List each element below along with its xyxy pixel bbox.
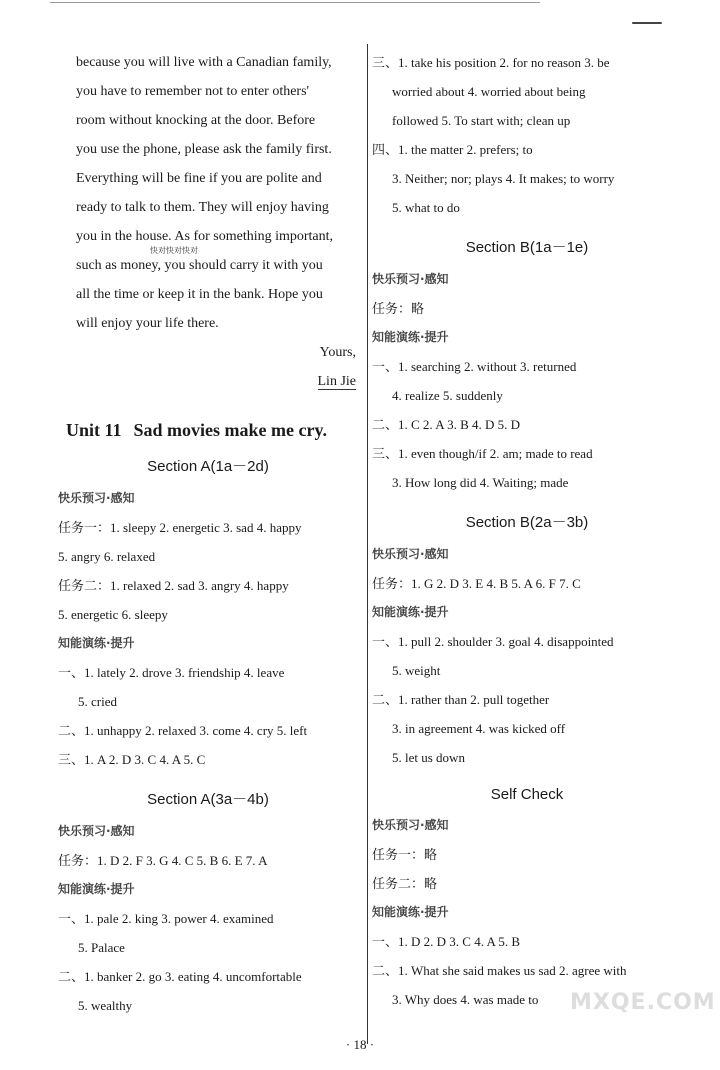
answer-line: 4. realize 5. suddenly: [392, 388, 503, 403]
subheading: 知能演练·提升: [58, 882, 135, 896]
subheading: 知能演练·提升: [372, 330, 449, 344]
answer-line: 5. cried: [78, 694, 117, 709]
subheading: 快乐预习·感知: [372, 272, 449, 286]
answer-line: 3. in agreement 4. was kicked off: [392, 721, 566, 736]
subheading: 知能演练·提升: [372, 605, 449, 619]
right-sections: [372, 236, 682, 1014]
answer-line: 5. let us down: [392, 750, 465, 765]
answer-line: 任务：1. D 2. F 3. G 4. C 5. B 6. E 7. A: [58, 853, 268, 868]
right-top-answers: [372, 48, 682, 222]
section: [58, 455, 358, 774]
answer-line: 5. energetic 6. sleepy: [58, 607, 168, 622]
unit-name: Sad movies make me cry.: [133, 420, 327, 440]
left-column: [58, 48, 358, 1020]
answer-line: followed 5. To start with; clean up: [392, 113, 571, 128]
unit-title: [66, 420, 358, 441]
subheading: 知能演练·提升: [372, 905, 449, 919]
subheading: 知能演练·提升: [58, 636, 135, 650]
answer-line: 一、1. pale 2. king 3. power 4. examined: [58, 911, 274, 926]
top-dash: [632, 22, 662, 24]
answer-line: 一、1. searching 2. without 3. returned: [372, 359, 577, 374]
unit-number: Unit 11: [66, 420, 122, 440]
section: [58, 788, 358, 1020]
letter-line: all the time or keep it in the bank. Hope you: [76, 287, 323, 302]
answer-line: 一、1. D 2. D 3. C 4. A 5. B: [372, 934, 521, 949]
answer-line: 一、1. pull 2. shoulder 3. goal 4. disappointed: [372, 634, 614, 649]
section-heading: Section B(1a－1e): [465, 239, 589, 256]
answer-line: 5. angry 6. relaxed: [58, 549, 156, 564]
left-sections: [58, 455, 358, 1020]
answer-line: 5. weight: [392, 663, 441, 678]
answer-line: 三、1. A 2. D 3. C 4. A 5. C: [58, 752, 206, 767]
letter-line: you have to remember not to enter others': [76, 84, 310, 99]
answer-line: 任务二：略: [372, 876, 438, 891]
letter-line: you in the house. As for something important,: [76, 229, 334, 244]
answer-line: 任务二：1. relaxed 2. sad 3. angry 4. happy: [58, 578, 289, 593]
section-heading: Section A(1a－2d): [147, 458, 269, 475]
answer-line: 二、1. banker 2. go 3. eating 4. uncomfortable: [58, 969, 302, 984]
answer-line: 三、1. take his position 2. for no reason 3. be: [372, 55, 610, 70]
answer-line: 任务：1. G 2. D 3. E 4. B 5. A 6. F 7. C: [372, 576, 581, 591]
section-heading: Self Check: [490, 786, 564, 803]
subheading: 快乐预习·感知: [372, 547, 449, 561]
answer-line: 3. Neither; nor; plays 4. It makes; to worry: [392, 171, 615, 186]
letter-line: room without knocking at the door. Before: [76, 113, 316, 128]
letter-closing: Yours,: [319, 345, 356, 360]
answer-line: 三、1. even though/if 2. am; made to read: [372, 446, 593, 461]
letter-line: because you will live with a Canadian family,: [76, 55, 332, 70]
column-divider: [367, 44, 368, 1044]
letter-line: such as money, you should carry it with you: [76, 258, 323, 273]
answer-line: 5. Palace: [78, 940, 125, 955]
answer-line: 一、1. lately 2. drove 3. friendship 4. leave: [58, 665, 285, 680]
page-number: · 18 ·: [345, 1037, 375, 1052]
letter-signature: Lin Jie: [317, 374, 356, 389]
section: [372, 511, 682, 772]
subheading: 快乐预习·感知: [58, 824, 135, 838]
answer-line: 二、1. rather than 2. pull together: [372, 692, 550, 707]
letter-line: will enjoy your life there.: [76, 316, 219, 331]
answer-line: 四、1. the matter 2. prefers; to: [372, 142, 533, 157]
answer-line: 5. what to do: [392, 200, 460, 215]
answer-line: 二、1. What she said makes us sad 2. agree with: [372, 963, 627, 978]
answer-line: 任务一：1. sleepy 2. energetic 3. sad 4. happy: [58, 520, 302, 535]
subheading: 快乐预习·感知: [372, 818, 449, 832]
section-heading: Section A(3a－4b): [147, 791, 269, 808]
answer-line: 3. How long did 4. Waiting; made: [392, 475, 569, 490]
answer-line: worried about 4. worried about being: [392, 84, 586, 99]
answer-line: 5. wealthy: [78, 998, 133, 1013]
right-column: [372, 48, 682, 1014]
stamp-text: 快对快对快对: [150, 246, 198, 255]
subheading: 快乐预习·感知: [58, 491, 135, 505]
letter-line: you use the phone, please ask the family first.: [76, 142, 332, 157]
answer-line: 任务：略: [372, 301, 425, 316]
letter-line: ready to talk to them. They will enjoy having: [76, 200, 329, 215]
answer-line: 3. Why does 4. was made to: [392, 992, 539, 1007]
letter-body: [58, 48, 358, 338]
answer-line: 二、1. unhappy 2. relaxed 3. come 4. cry 5. left: [58, 723, 308, 738]
watermark: MXQE.COM: [570, 990, 716, 1015]
top-rule: [50, 2, 540, 3]
section: [372, 236, 682, 497]
letter-line: Everything will be fine if you are polite and: [76, 171, 322, 186]
section: [372, 786, 682, 1014]
section-heading: Section B(2a－3b): [465, 514, 589, 531]
answer-line: 任务一：略: [372, 847, 438, 862]
answer-line: 二、1. C 2. A 3. B 4. D 5. D: [372, 417, 521, 432]
